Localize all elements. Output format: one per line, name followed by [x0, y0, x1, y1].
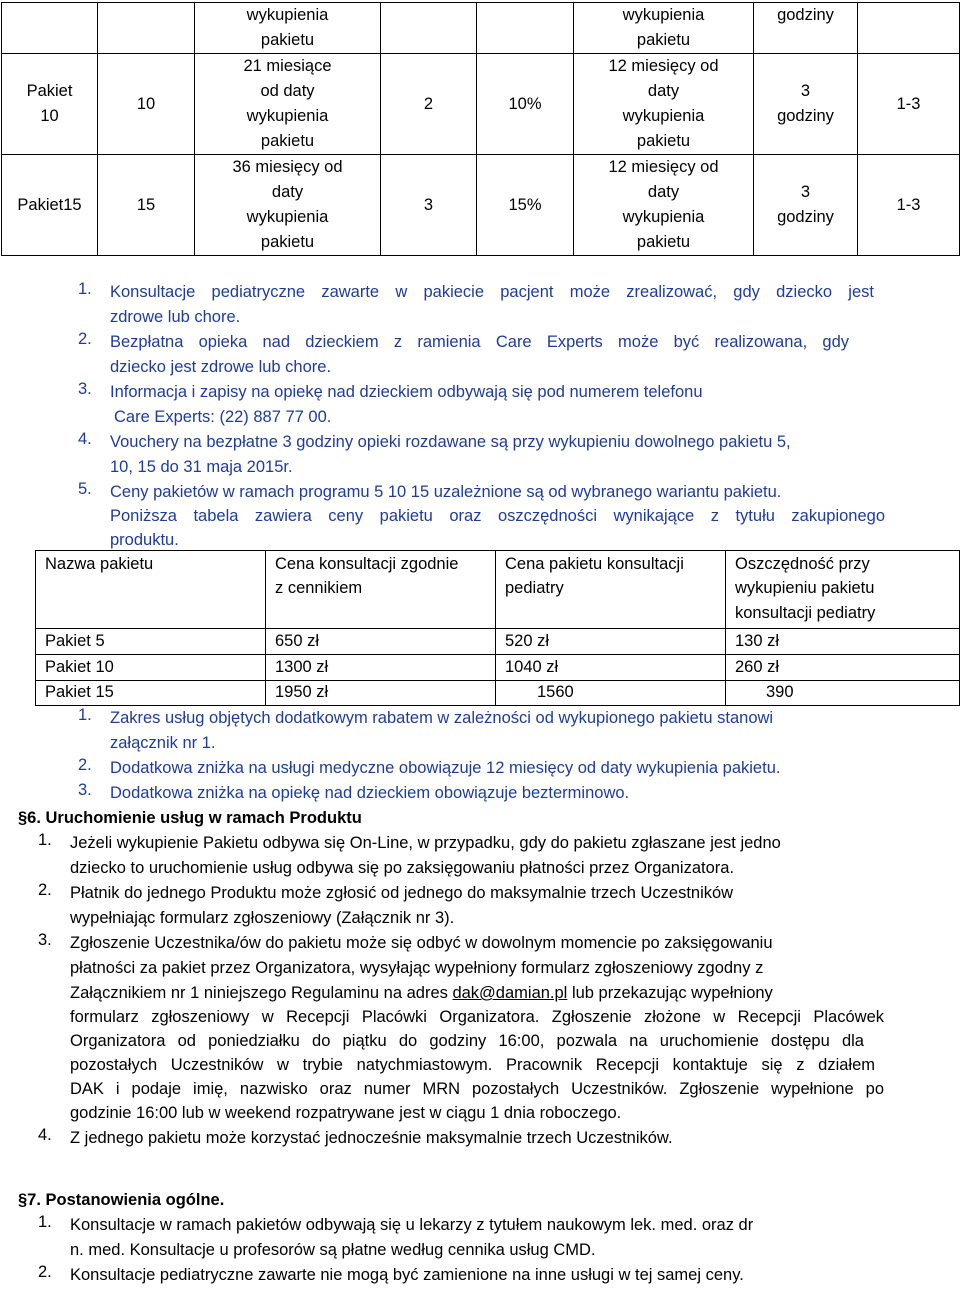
table-cell: 260 zł — [735, 658, 780, 676]
care-hours: 3 godziny — [754, 155, 858, 256]
validity: 21 miesiące od daty wykupienia pakietu — [195, 54, 381, 155]
table-cell: 1040 zł — [505, 658, 559, 676]
section-heading: §6. Uruchomienie usług w ramach Produktu — [18, 809, 362, 827]
list-number: 1. — [38, 831, 52, 849]
paragraph-line: Jeżeli wykupienie Pakietu odbywa się On-Line, w przypadku, gdy do pakietu zgłaszane jest jedno — [70, 834, 781, 852]
count: 2 — [381, 54, 477, 155]
table-cell: 1560 — [537, 683, 574, 701]
range: 1-3 — [858, 54, 960, 155]
note-line: Care Experts: (22) 887 77 00. — [114, 408, 332, 426]
paragraph-line: Z jednego pakietu może korzystać jednocześnie maksymalnie trzech Uczestników. — [70, 1129, 673, 1147]
note-line: zdrowe lub chore. — [110, 308, 241, 326]
validity: 36 miesięcy od daty wykupienia pakietu — [195, 155, 381, 256]
cell: godziny — [754, 3, 858, 54]
paragraph-line: godzinie 16:00 lub w weekend rozpatrywane jest w ciągu 1 dnia roboczego. — [70, 1104, 622, 1122]
cell — [98, 3, 195, 54]
list-number: 4. — [38, 1126, 52, 1144]
list-line: załącznik nr 1. — [110, 734, 216, 752]
paragraph-line: dziecko to uruchomienie usług odbywa się po zaksięgowaniu płatności przez Organizatora. — [70, 859, 735, 877]
header-cell: konsultacji pediatry — [735, 604, 876, 622]
table-cell: 650 zł — [275, 632, 320, 650]
paragraph-line: n. med. Konsultacje u profesorów są płatne według cennika usług CMD. — [70, 1241, 596, 1259]
table-cell: 1950 zł — [275, 683, 329, 701]
list-number: 4. — [78, 430, 92, 448]
cell — [858, 3, 960, 54]
table-cell: 130 zł — [735, 632, 780, 650]
note-line: Informacja i zapisy na opiekę nad dzieckiem odbywają się pod numerem telefonu — [110, 383, 703, 401]
list-number: 3. — [78, 380, 92, 398]
list-number: 1. — [78, 280, 92, 298]
paragraph-line: DAK i podaje imię, nazwisko oraz numer MRN pozostałych Uczestników. Zgłoszenie wypełnione po — [70, 1080, 884, 1098]
table-cell: Pakiet 15 — [45, 683, 114, 701]
cell: wykupienia pakietu — [574, 3, 754, 54]
hours: 15 — [98, 155, 195, 256]
table-cell: Pakiet 10 — [45, 658, 114, 676]
list-number: 3. — [78, 781, 92, 799]
cell — [2, 3, 98, 54]
paragraph-line: Płatnik do jednego Produktu może zgłosić od jednego do maksymalnie trzech Uczestników — [70, 884, 734, 902]
list-number: 1. — [38, 1213, 52, 1231]
list-number: 1. — [78, 706, 92, 724]
paragraph-line: pozostałych Uczestników w trybie natychmiastowym. Pracownik Recepcji kontaktuje się z działem — [70, 1056, 875, 1074]
note-line: Bezpłatna opieka nad dzieckiem z ramienia Care Experts może być realizowana, gdy — [110, 333, 849, 351]
header-cell: wykupieniu pakietu — [735, 579, 875, 597]
cell: wykupienia pakietu — [195, 3, 381, 54]
paragraph-line: formularz zgłoszeniowy w Recepcji Placówki Organizatora. Zgłoszenie złożone w Recepcji Placówek — [70, 1008, 884, 1026]
note-line: Konsultacje pediatryczne zawarte w pakiecie pacjent może zrealizować, gdy dziecko jest — [110, 283, 874, 301]
discount-validity: 12 miesięcy od daty wykupienia pakietu — [574, 155, 754, 256]
paragraph-line: Załącznikiem nr 1 niniejszego Regulaminu na adres dak@damian.pl lub przekazując wypełniony — [70, 984, 773, 1002]
cell — [381, 3, 477, 54]
paragraph-line: Konsultacje pediatryczne zawarte nie mogą być zamienione na inne usługi w tej samej ceny. — [70, 1266, 744, 1284]
list-number: 3. — [38, 931, 52, 949]
list-number: 2. — [38, 1263, 52, 1281]
note-line: produktu. — [110, 531, 179, 549]
list-number: 5. — [78, 480, 92, 498]
package-name: Pakiet 10 — [2, 54, 98, 155]
packages-table — [1, 2, 960, 256]
price-table — [35, 550, 960, 706]
header-cell: Cena pakietu konsultacji — [505, 555, 684, 573]
header-cell: Oszczędność przy — [735, 555, 870, 573]
list-number: 2. — [38, 881, 52, 899]
note-line: dziecko jest zdrowe lub chore. — [110, 358, 332, 376]
email-link[interactable]: dak@damian.pl — [452, 984, 568, 1002]
percent: 10% — [477, 54, 574, 155]
count: 3 — [381, 155, 477, 256]
range: 1-3 — [858, 155, 960, 256]
table-cell: 1300 zł — [275, 658, 329, 676]
section-heading: §7. Postanowienia ogólne. — [18, 1191, 225, 1209]
header-cell: pediatry — [505, 579, 564, 597]
table-cell: Pakiet 5 — [45, 632, 105, 650]
paragraph-line: wypełniając formularz zgłoszeniowy (Załącznik nr 3). — [70, 909, 455, 927]
list-number: 2. — [78, 330, 92, 348]
list-number: 2. — [78, 756, 92, 774]
cell — [477, 3, 574, 54]
note-line: 10, 15 do 31 maja 2015r. — [110, 458, 293, 476]
list-line: Dodatkowa zniżka na usługi medyczne obowiązuje 12 miesięcy od daty wykupienia pakietu. — [110, 759, 781, 777]
header-cell: Nazwa pakietu — [45, 555, 154, 573]
percent: 15% — [477, 155, 574, 256]
paragraph-line: Zgłoszenie Uczestnika/ów do pakietu może się odbyć w dowolnym momencie po zaksięgowaniu — [70, 934, 773, 952]
package-name: Pakiet15 — [2, 155, 98, 256]
note-line: Vouchery na bezpłatne 3 godziny opieki rozdawane są przy wykupieniu dowolnego pakietu 5, — [110, 433, 791, 451]
table-cell: 390 — [766, 683, 794, 701]
discount-validity: 12 miesięcy od daty wykupienia pakietu — [574, 54, 754, 155]
header-cell: z cennikiem — [275, 579, 363, 597]
table-row — [2, 54, 960, 155]
list-line: Dodatkowa zniżka na opiekę nad dzieckiem obowiązuje bezterminowo. — [110, 784, 630, 802]
list-line: Zakres usług objętych dodatkowym rabatem w zależności od wykupionego pakietu stanowi — [110, 709, 774, 727]
table-row — [2, 155, 960, 256]
note-line: Poniższa tabela zawiera ceny pakietu oraz oszczędności wynikające z tytułu zakupionego — [110, 507, 885, 525]
paragraph-line: płatności za pakiet przez Organizatora, wysyłając wypełniony formularz zgłoszeniowy zgodny z — [70, 959, 764, 977]
paragraph-line: Konsultacje w ramach pakietów odbywają się u lekarzy z tytułem naukowym lek. med. oraz dr — [70, 1216, 754, 1234]
paragraph-line: Organizatora od poniedziałku do piątku do godziny 16:00, pozwala na uruchomienie dostępu dla — [70, 1032, 864, 1050]
table-cell: 520 zł — [505, 632, 550, 650]
note-line: Ceny pakietów w ramach programu 5 10 15 uzależnione są od wybranego wariantu pakietu. — [110, 483, 782, 501]
hours: 10 — [98, 54, 195, 155]
care-hours: 3 godziny — [754, 54, 858, 155]
header-cell: Cena konsultacji zgodnie — [275, 555, 459, 573]
